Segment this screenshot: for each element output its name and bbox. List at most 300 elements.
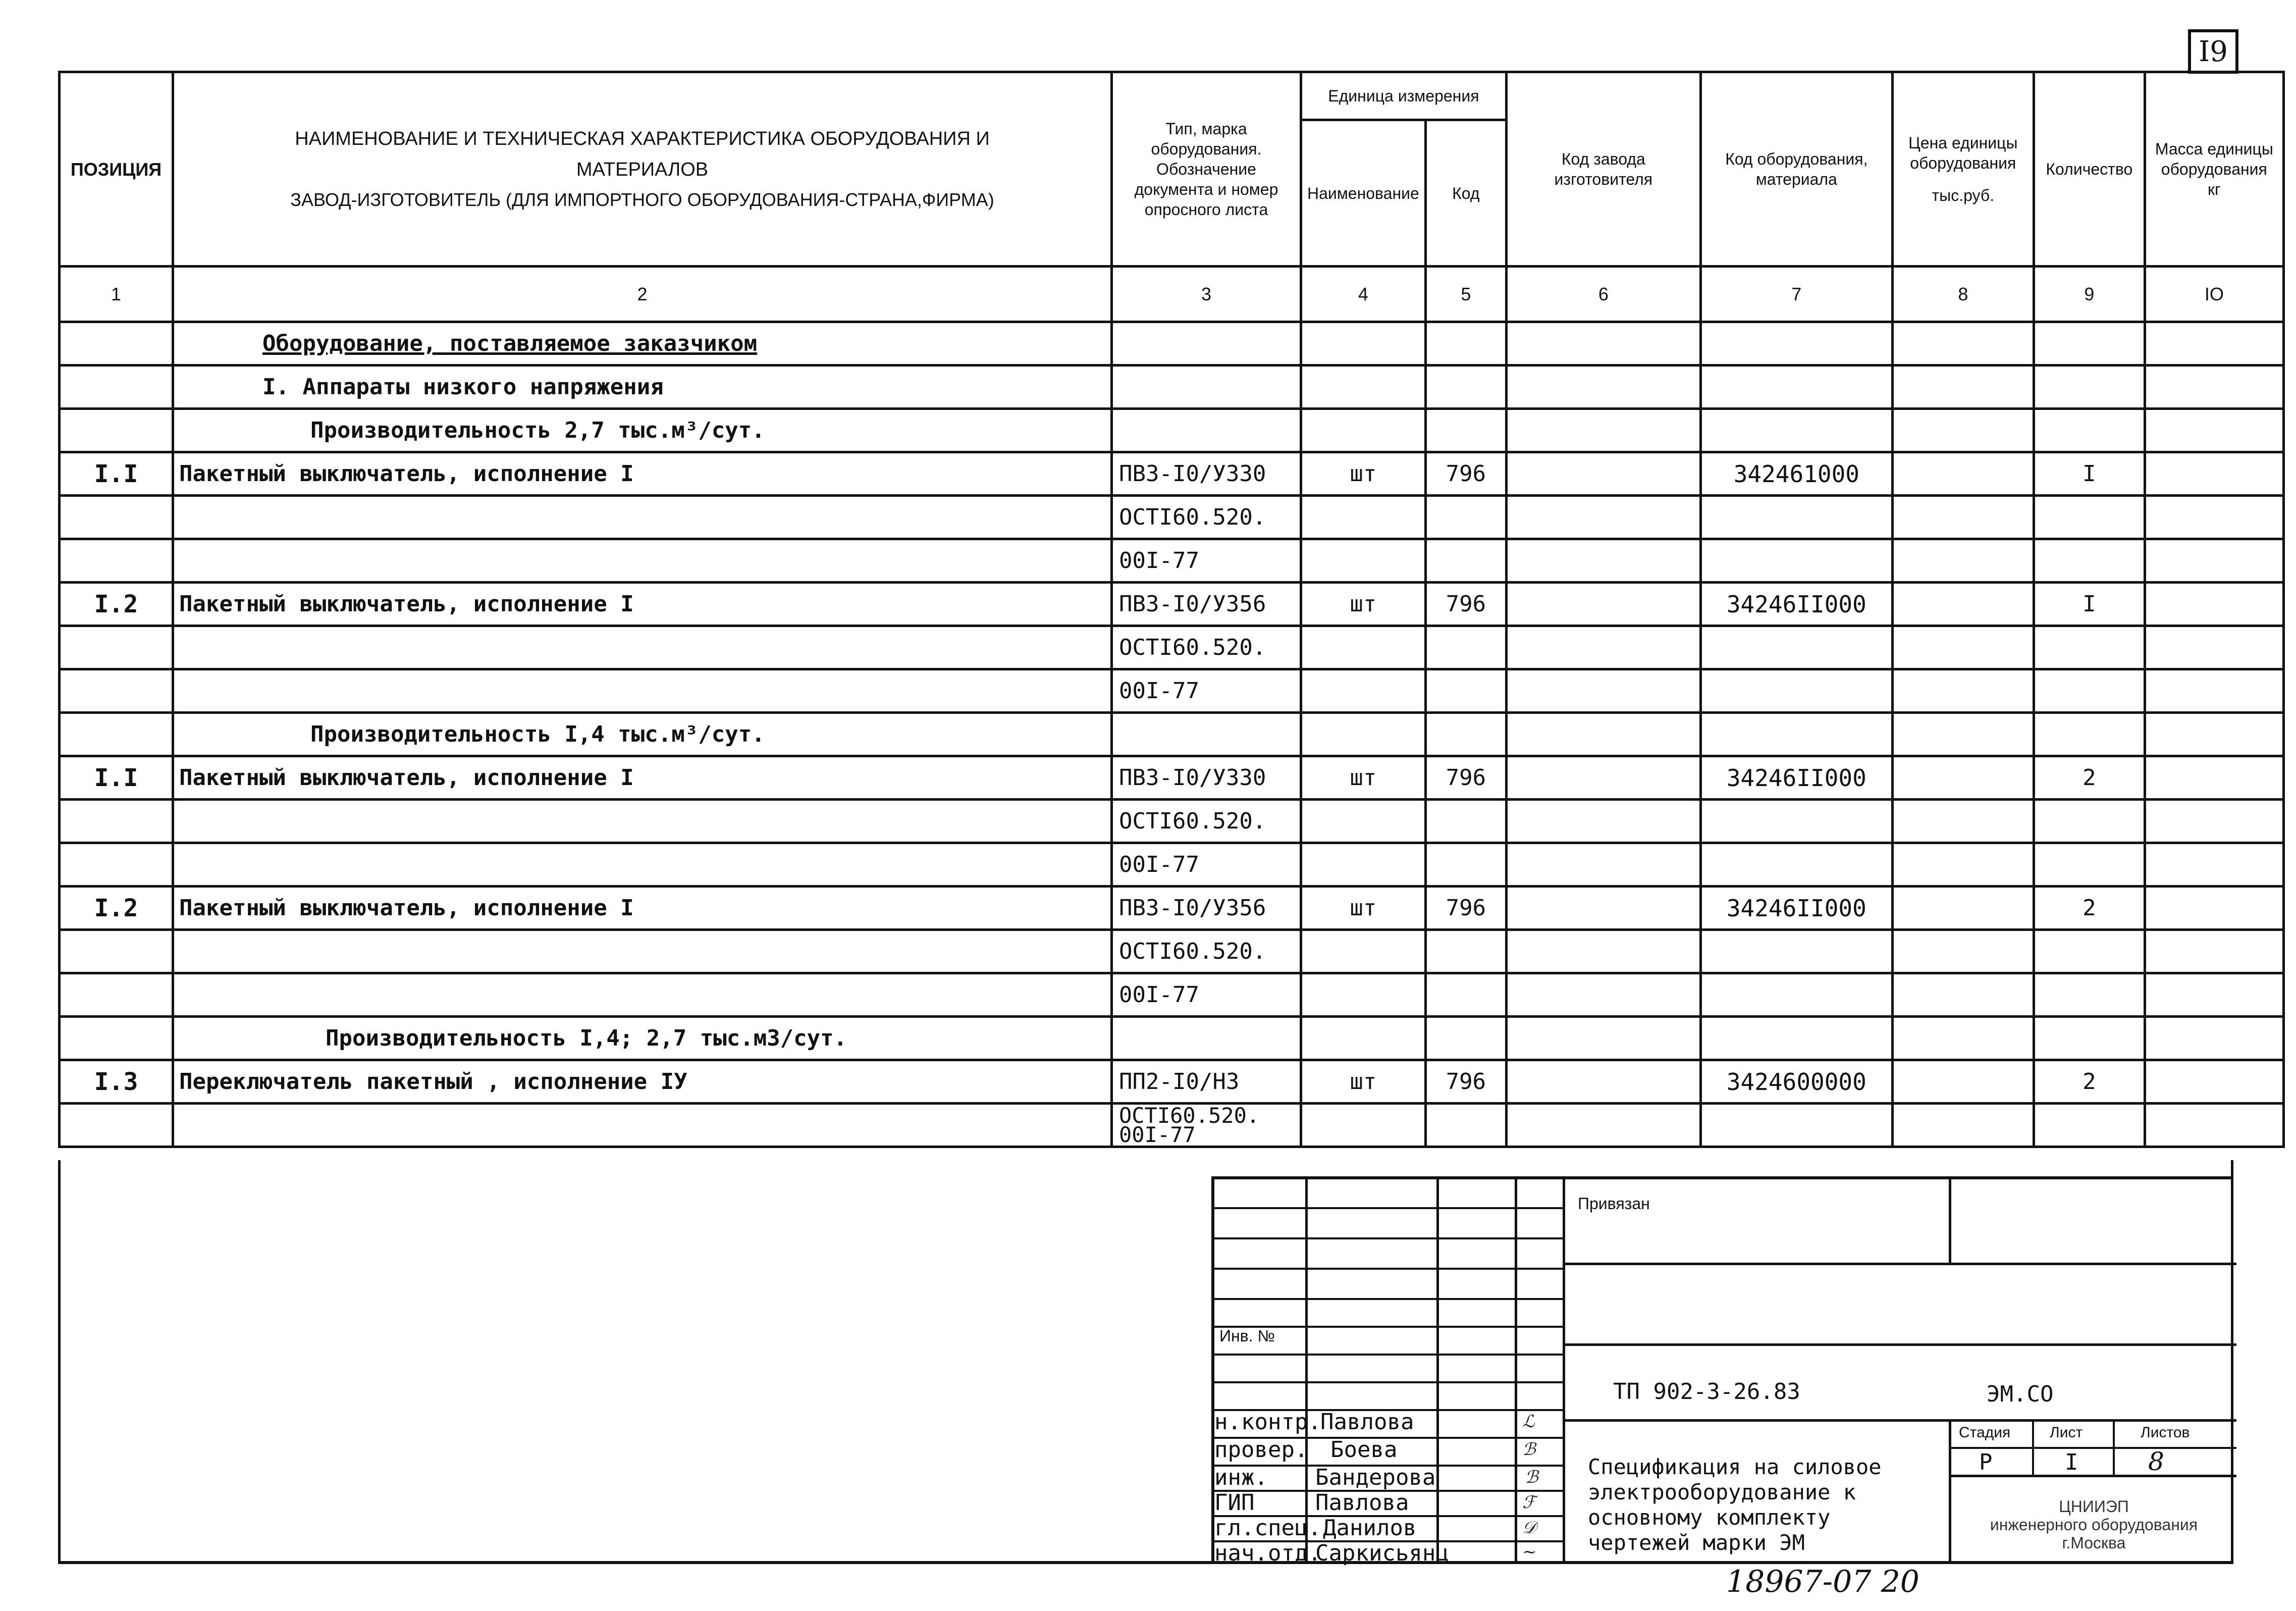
- material-code-cell: [1700, 1017, 1892, 1060]
- price-cell: [1892, 366, 2034, 409]
- table-row: [60, 843, 2284, 887]
- factory-code-cell: [1506, 452, 1700, 496]
- name-cell: [173, 669, 1112, 713]
- material-code-cell: [1700, 973, 1892, 1017]
- mass-cell: [2145, 800, 2283, 843]
- name-cell: [173, 409, 1112, 452]
- drawing-mark: ЭМ.СО: [1987, 1381, 2054, 1407]
- tb-grid-line: [2032, 1419, 2034, 1475]
- position-cell: [60, 409, 173, 452]
- signature-role: нач.отд.: [1214, 1540, 1321, 1566]
- position-cell: [60, 539, 173, 583]
- unit-name-cell: [1301, 626, 1426, 669]
- unit-code-cell: 796: [1425, 1060, 1506, 1104]
- material-code-cell: [1700, 713, 1892, 756]
- unit-name-cell: [1301, 322, 1426, 366]
- document-description: [1588, 1454, 1882, 1555]
- material-code-cell: [1700, 669, 1892, 713]
- factory-code-cell: [1506, 756, 1700, 800]
- organization-line: инженерного оборудования: [1990, 1516, 2198, 1534]
- material-code-cell: [1700, 1104, 1892, 1147]
- mass-cell: [2145, 1104, 2283, 1147]
- table-row: [60, 409, 2284, 452]
- position-cell: I.3: [60, 1060, 173, 1104]
- quantity-cell: [2034, 843, 2145, 887]
- material-code-cell: [1700, 930, 1892, 973]
- table-row: [60, 800, 2284, 843]
- header-unit-name: Наименование: [1301, 120, 1426, 267]
- factory-code-cell: [1506, 322, 1700, 366]
- signature-mark: ~: [1522, 1542, 1537, 1562]
- unit-name-cell: шт: [1301, 887, 1426, 930]
- factory-code-cell: [1506, 626, 1700, 669]
- price-cell: [1892, 583, 2034, 626]
- name-cell: [173, 539, 1112, 583]
- unit-name-cell: шт: [1301, 1060, 1426, 1104]
- unit-name-cell: [1301, 1104, 1426, 1147]
- name-cell: [173, 800, 1112, 843]
- name-cell: [173, 452, 1112, 496]
- header-mass: [2145, 72, 2283, 267]
- header-name-line3: ЗАВОД-ИЗГОТОВИТЕЛЬ (ДЛЯ ИМПОРТНОГО ОБОРУДОВАНИЯ-СТРАНА,ФИРМА): [290, 189, 994, 210]
- price-cell: [1892, 1104, 2034, 1147]
- unit-name-cell: шт: [1301, 756, 1426, 800]
- position-cell: [60, 843, 173, 887]
- position-cell: I.2: [60, 887, 173, 930]
- material-code-cell: 3424600000: [1700, 1060, 1892, 1104]
- mass-cell: [2145, 1017, 2283, 1060]
- tb-grid-line: [1214, 1237, 1565, 1239]
- unit-name-cell: [1301, 713, 1426, 756]
- quantity-cell: 2: [2034, 1060, 2145, 1104]
- tb-grid-line: [1214, 1207, 1565, 1209]
- material-code-cell: 34246II000: [1700, 756, 1892, 800]
- type-cell: [1112, 322, 1301, 366]
- stage-value: Р: [1979, 1449, 1993, 1475]
- type-cell: [1112, 366, 1301, 409]
- mass-cell: [2145, 843, 2283, 887]
- quantity-cell: [2034, 800, 2145, 843]
- tb-grid-line: [2113, 1419, 2115, 1475]
- unit-name-cell: [1301, 366, 1426, 409]
- table-row: [60, 713, 2284, 756]
- table-row: [60, 930, 2284, 973]
- unit-name-cell: [1301, 800, 1426, 843]
- document-code: ТП 902-3-26.83: [1613, 1379, 1800, 1405]
- header-mass-label: Масса единицы оборудования: [2155, 140, 2273, 178]
- factory-code-cell: [1506, 409, 1700, 452]
- table-row: [60, 1104, 2284, 1147]
- header-price-label: Цена единицы оборудования: [1908, 134, 2018, 172]
- signature-mark: 𝒟: [1522, 1518, 1536, 1538]
- position-cell: [60, 669, 173, 713]
- table-row: [60, 669, 2284, 713]
- name-cell: [173, 843, 1112, 887]
- signature-role: инж.: [1214, 1465, 1268, 1490]
- position-cell: [60, 973, 173, 1017]
- name-text: Производительность 2,7 тыс.м³/сут.: [310, 418, 765, 443]
- col-number: 7: [1700, 267, 1892, 322]
- factory-code-cell: [1506, 973, 1700, 1017]
- table-row: [60, 887, 2284, 930]
- signature-name: Боева: [1330, 1437, 1398, 1463]
- position-cell: [60, 366, 173, 409]
- table-row: [60, 973, 2284, 1017]
- position-cell: [60, 930, 173, 973]
- signature-role: провер.: [1214, 1437, 1308, 1463]
- mass-cell: [2145, 713, 2283, 756]
- header-quantity: Количество: [2034, 72, 2145, 267]
- table-row: [60, 496, 2284, 539]
- header-factory-code: Код завода изготовителя: [1506, 72, 1700, 267]
- quantity-cell: [2034, 409, 2145, 452]
- price-cell: [1892, 800, 2034, 843]
- unit-code-cell: [1425, 366, 1506, 409]
- type-cell: [1112, 1017, 1301, 1060]
- quantity-cell: I: [2034, 452, 2145, 496]
- name-text: Пакетный выключатель, исполнение I: [179, 461, 634, 487]
- unit-name-cell: [1301, 496, 1426, 539]
- unit-name-cell: [1301, 539, 1426, 583]
- unit-name-cell: шт: [1301, 452, 1426, 496]
- name-cell: [173, 1104, 1112, 1147]
- factory-code-cell: [1506, 669, 1700, 713]
- sheets-value: 8: [2148, 1447, 2164, 1476]
- signature-mark: ℬ: [1522, 1439, 1536, 1460]
- col-number: 9: [2034, 267, 2145, 322]
- mass-cell: [2145, 626, 2283, 669]
- header-position: ПОЗИЦИЯ: [60, 72, 173, 267]
- archive-number: 18967-07 20: [1726, 1564, 1919, 1599]
- tb-grid-line: [1949, 1447, 2236, 1449]
- type-cell: ПП2-I0/Н3: [1112, 1060, 1301, 1104]
- mass-cell: [2145, 930, 2283, 973]
- col-number: 2: [173, 267, 1112, 322]
- table-row: [60, 583, 2284, 626]
- type-cell: [1112, 409, 1301, 452]
- unit-name-cell: [1301, 973, 1426, 1017]
- col-number: 5: [1425, 267, 1506, 322]
- table-row: [60, 1060, 2284, 1104]
- tb-grid-line: [1563, 1343, 2236, 1346]
- material-code-cell: [1700, 322, 1892, 366]
- quantity-cell: [2034, 322, 2145, 366]
- col-number: 8: [1892, 267, 2034, 322]
- price-cell: [1892, 322, 2034, 366]
- unit-name-cell: [1301, 409, 1426, 452]
- unit-code-cell: 796: [1425, 452, 1506, 496]
- type-cell: ОСТI60.520.: [1112, 930, 1301, 973]
- type-cell: [1112, 713, 1301, 756]
- mass-cell: [2145, 409, 2283, 452]
- name-cell: [173, 756, 1112, 800]
- position-cell: [60, 1017, 173, 1060]
- material-code-cell: [1700, 843, 1892, 887]
- material-code-cell: 34246II000: [1700, 887, 1892, 930]
- mass-cell: [2145, 322, 2283, 366]
- material-code-cell: [1700, 366, 1892, 409]
- factory-code-cell: [1506, 583, 1700, 626]
- name-cell: [173, 887, 1112, 930]
- price-cell: [1892, 843, 2034, 887]
- quantity-cell: [2034, 626, 2145, 669]
- quantity-cell: [2034, 930, 2145, 973]
- table-header: [60, 72, 2284, 267]
- unit-code-cell: [1425, 409, 1506, 452]
- price-cell: [1892, 409, 2034, 452]
- organization-line: г.Москва: [2062, 1534, 2126, 1552]
- signature-name: Павлова: [1320, 1409, 1414, 1435]
- sheet-label: Лист: [2050, 1424, 2083, 1441]
- factory-code-cell: [1506, 539, 1700, 583]
- price-cell: [1892, 756, 2034, 800]
- signature-mark: ℬ: [1525, 1467, 1538, 1487]
- unit-code-cell: [1425, 669, 1506, 713]
- unit-code-cell: [1425, 1017, 1506, 1060]
- mass-cell: [2145, 756, 2283, 800]
- stage-label: Стадия: [1959, 1424, 2011, 1441]
- name-text: Оборудование, поставляемое заказчиком: [262, 331, 758, 356]
- tb-grid-line: [1214, 1268, 1565, 1270]
- name-cell: [173, 930, 1112, 973]
- table-row: [60, 366, 2284, 409]
- name-cell: [173, 366, 1112, 409]
- factory-code-cell: [1506, 1104, 1700, 1147]
- table-row: [60, 322, 2284, 366]
- factory-code-cell: [1506, 1060, 1700, 1104]
- table-row: [60, 756, 2284, 800]
- description-line: электрооборудование к: [1588, 1480, 1856, 1504]
- table-row: [60, 452, 2284, 496]
- type-cell: ПВ3-I0/У356: [1112, 583, 1301, 626]
- name-text: Пакетный выключатель, исполнение I: [179, 591, 634, 617]
- name-cell: [173, 713, 1112, 756]
- title-block: [1211, 1176, 2233, 1564]
- table-row: [60, 1017, 2284, 1060]
- material-code-cell: [1700, 496, 1892, 539]
- unit-code-cell: [1425, 973, 1506, 1017]
- name-cell: [173, 1017, 1112, 1060]
- header-unit-code: Код: [1425, 120, 1506, 267]
- header-mass-unit: кг: [2207, 180, 2221, 198]
- table-row: [60, 539, 2284, 583]
- type-cell: ПВ3-I0/У330: [1112, 756, 1301, 800]
- unit-name-cell: шт: [1301, 583, 1426, 626]
- col-number: 4: [1301, 267, 1426, 322]
- quantity-cell: [2034, 1104, 2145, 1147]
- privyazan-label: Привязан: [1578, 1194, 1650, 1213]
- tb-grid-line: [1214, 1381, 1565, 1383]
- type-cell: 00I-77: [1112, 539, 1301, 583]
- unit-code-cell: 796: [1425, 756, 1506, 800]
- factory-code-cell: [1506, 930, 1700, 973]
- sheet-number: I9: [2188, 29, 2238, 74]
- type-cell: ОСТI60.520. 00I-77: [1112, 1104, 1301, 1147]
- price-cell: [1892, 1060, 2034, 1104]
- mass-cell: [2145, 887, 2283, 930]
- unit-code-cell: 796: [1425, 887, 1506, 930]
- unit-name-cell: [1301, 930, 1426, 973]
- unit-code-cell: 796: [1425, 583, 1506, 626]
- quantity-cell: [2034, 539, 2145, 583]
- type-cell: ПВ3-I0/У356: [1112, 887, 1301, 930]
- type-cell: ОСТI60.520.: [1112, 800, 1301, 843]
- col-number: 6: [1506, 267, 1700, 322]
- mass-cell: [2145, 973, 2283, 1017]
- name-cell: [173, 1060, 1112, 1104]
- price-cell: [1892, 669, 2034, 713]
- mass-cell: [2145, 669, 2283, 713]
- name-text: Пакетный выключатель, исполнение I: [179, 765, 634, 791]
- header-name-line1: НАИМЕНОВАНИЕ И ТЕХНИЧЕСКАЯ ХАРАКТЕРИСТИКА ОБОРУДОВАНИЯ И: [295, 128, 990, 150]
- material-code-cell: 342461000: [1700, 452, 1892, 496]
- sheets-label: Листов: [2141, 1424, 2190, 1441]
- price-cell: [1892, 496, 2034, 539]
- price-cell: [1892, 539, 2034, 583]
- price-cell: [1892, 452, 2034, 496]
- col-number: IO: [2145, 267, 2283, 322]
- price-cell: [1892, 973, 2034, 1017]
- tb-grid-line: [1214, 1354, 1565, 1356]
- organization: [1951, 1497, 2236, 1552]
- type-cell: 00I-77: [1112, 973, 1301, 1017]
- mass-cell: [2145, 583, 2283, 626]
- material-code-cell: [1700, 539, 1892, 583]
- price-cell: [1892, 626, 2034, 669]
- unit-name-cell: [1301, 843, 1426, 887]
- position-cell: I.I: [60, 452, 173, 496]
- price-cell: [1892, 1017, 2034, 1060]
- type-cell: 00I-77: [1112, 843, 1301, 887]
- quantity-cell: [2034, 366, 2145, 409]
- type-cell: 00I-77: [1112, 669, 1301, 713]
- mass-cell: [2145, 452, 2283, 496]
- factory-code-cell: [1506, 887, 1700, 930]
- price-cell: [1892, 930, 2034, 973]
- unit-code-cell: [1425, 1104, 1506, 1147]
- description-line: чертежей марки ЭМ: [1588, 1530, 1805, 1555]
- factory-code-cell: [1506, 800, 1700, 843]
- header-price-unit: тыс.руб.: [1932, 186, 1995, 204]
- unit-code-cell: [1425, 713, 1506, 756]
- specification-table: [58, 71, 2285, 1148]
- unit-code-cell: [1425, 496, 1506, 539]
- price-cell: [1892, 713, 2034, 756]
- material-code-cell: [1700, 800, 1892, 843]
- sheet-value: I: [2065, 1449, 2078, 1475]
- signature-role: ГИП: [1214, 1490, 1255, 1516]
- mass-cell: [2145, 1060, 2283, 1104]
- description-line: основному комплекту: [1588, 1505, 1831, 1530]
- description-line: Спецификация на силовое: [1588, 1454, 1882, 1479]
- factory-code-cell: [1506, 1017, 1700, 1060]
- quantity-cell: [2034, 713, 2145, 756]
- material-code-cell: 34246II000: [1700, 583, 1892, 626]
- factory-code-cell: [1506, 496, 1700, 539]
- name-cell: [173, 626, 1112, 669]
- column-number-row: [60, 267, 2284, 322]
- signature-mark: ℒ: [1522, 1412, 1535, 1432]
- position-cell: [60, 322, 173, 366]
- type-cell: ОСТI60.520.: [1112, 626, 1301, 669]
- tb-grid-line: [1563, 1263, 2236, 1265]
- position-cell: [60, 1104, 173, 1147]
- position-cell: [60, 626, 173, 669]
- tb-grid-line: [1214, 1298, 1565, 1300]
- header-unit-group: Единица измерения: [1301, 72, 1507, 120]
- material-code-cell: [1700, 409, 1892, 452]
- quantity-cell: [2034, 973, 2145, 1017]
- col-number: 1: [60, 267, 173, 322]
- factory-code-cell: [1506, 713, 1700, 756]
- tb-grid-line: [1949, 1179, 1951, 1263]
- header-material-code: Код оборудования, материала: [1700, 72, 1892, 267]
- unit-code-cell: [1425, 539, 1506, 583]
- header-name: [173, 72, 1112, 267]
- quantity-cell: [2034, 496, 2145, 539]
- inventory-number-label: Инв. №: [1219, 1327, 1275, 1345]
- name-text: Переключатель пакетный , исполнение IУ: [179, 1069, 687, 1095]
- name-text: Производительность I,4; 2,7 тыс.м3/сут.: [326, 1025, 847, 1051]
- position-cell: [60, 800, 173, 843]
- type-cell: ОСТI60.520.: [1112, 496, 1301, 539]
- signature-role: гл.спец.: [1214, 1515, 1321, 1541]
- signature-role: н.контр.: [1214, 1409, 1321, 1435]
- col-number: 3: [1112, 267, 1301, 322]
- mass-cell: [2145, 496, 2283, 539]
- name-text: Производительность I,4 тыс.м³/сут.: [310, 721, 765, 747]
- signature-name: Бандерова: [1315, 1465, 1436, 1490]
- name-text: I. Аппараты низкого напряжения: [262, 374, 664, 400]
- signature-mark: ℱ: [1522, 1492, 1536, 1513]
- material-code-cell: [1700, 626, 1892, 669]
- document-code-prefix: [1613, 1379, 1800, 1405]
- name-cell: [173, 973, 1112, 1017]
- unit-code-cell: [1425, 930, 1506, 973]
- unit-name-cell: [1301, 1017, 1426, 1060]
- quantity-cell: [2034, 1017, 2145, 1060]
- tb-grid-line: [1563, 1419, 2236, 1422]
- factory-code-cell: [1506, 366, 1700, 409]
- organization-line: ЦНИИЭП: [2059, 1497, 2129, 1516]
- factory-code-cell: [1506, 843, 1700, 887]
- name-cell: [173, 583, 1112, 626]
- quantity-cell: I: [2034, 583, 2145, 626]
- unit-name-cell: [1301, 669, 1426, 713]
- price-cell: [1892, 887, 2034, 930]
- signature-name: Данилов: [1323, 1515, 1417, 1541]
- position-cell: [60, 496, 173, 539]
- unit-code-cell: [1425, 322, 1506, 366]
- header-name-line2: МАТЕРИАЛОВ: [576, 159, 709, 181]
- unit-code-cell: [1425, 800, 1506, 843]
- quantity-cell: [2034, 669, 2145, 713]
- position-cell: [60, 713, 173, 756]
- signature-name: Саркисьянц: [1315, 1540, 1449, 1566]
- header-price: [1892, 72, 2034, 267]
- name-cell: [173, 322, 1112, 366]
- table-body: [60, 267, 2284, 1147]
- name-text: Пакетный выключатель, исполнение I: [179, 895, 634, 921]
- name-cell: [173, 496, 1112, 539]
- mass-cell: [2145, 539, 2283, 583]
- type-cell: ПВ3-I0/У330: [1112, 452, 1301, 496]
- unit-code-cell: [1425, 843, 1506, 887]
- position-cell: I.I: [60, 756, 173, 800]
- position-cell: I.2: [60, 583, 173, 626]
- unit-code-cell: [1425, 626, 1506, 669]
- signature-name: Павлова: [1315, 1490, 1409, 1516]
